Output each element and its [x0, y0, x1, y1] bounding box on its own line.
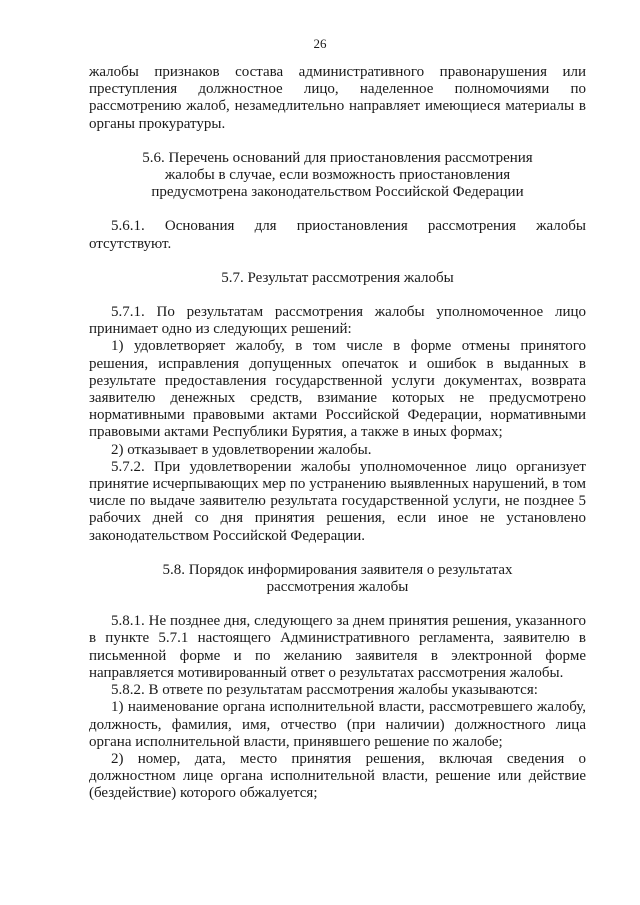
paragraph-5-8-2-item-1: 1) наименование органа исполнительной власти, рассмотревшего жалобу, должность, фамилия, имя, отчество (при наличии) должностного лица органа исполнительной власти, принявшего решение по жалобе; [89, 699, 586, 750]
section-heading-5-8: 5.8. Порядок информирования заявителя о результатах рассмотрения жалобы [162, 561, 513, 596]
paragraph-5-7-2: 5.7.2. При удовлетворении жалобы уполномоченное лицо организует принятие исчерпывающих мер по устранению выявленных нарушений, в том числе по выдаче заявителю результата государственной услуги, не позднее 5 рабочих дней со дня принятия решения, если иное не установлено законодательством Российской Федерации. [89, 458, 586, 544]
paragraph-5-7-1-item-1: 1) удовлетворяет жалобу, в том числе в форме отмены принятого решения, исправления допущенных опечаток и ошибок в выданных в результате предоставления государственной услуги документах, возврата заявителю денежных средств, взимание которых не предусмотрено нормативными правовыми актами Российской Федерации, нормативными правовыми актами Республики Бурятия, а также в иных формах; [89, 338, 586, 441]
paragraph-5-8-2-item-2: 2) номер, дата, место принятия решения, включая сведения о должностном лице органа исполнительной власти, решение или действие (бездействие) которого обжалуется; [89, 750, 586, 802]
paragraph-intro: жалобы признаков состава административного правонарушения или преступления должностное лицо, наделенное полномочиями по рассмотрению жалоб, незамедлительно направляет имеющиеся материалы в органы прокуратуры. [89, 64, 586, 132]
paragraph-5-7-1: 5.7.1. По результатам рассмотрения жалобы уполномоченное лицо принимает одно из следующих решений: [89, 304, 586, 338]
page-number: 26 [313, 36, 327, 51]
section-heading-5-7: 5.7. Результат рассмотрения жалобы [221, 269, 454, 286]
paragraph-5-6-1: 5.6.1. Основания для приостановления рассмотрения жалобы отсутствуют. [89, 218, 586, 252]
paragraph-5-8-1: 5.8.1. Не позднее дня, следующего за днем принятия решения, указанного в пункте 5.7.1 настоящего Административного регламента, заявителю в письменной форме и по желанию заявителя в электронной форме направляется мотивированный ответ о результатах рассмотрения жалобы. [89, 613, 586, 681]
paragraph-5-8-2: 5.8.2. В ответе по результатам рассмотрения жалобы указываются: [111, 682, 538, 699]
section-heading-5-6: 5.6. Перечень оснований для приостановления рассмотрения жалобы в случае, если возможность приостановления предусмотрена законодательством Российской Федерации [142, 149, 533, 201]
document-body [89, 64, 586, 803]
paragraph-5-7-1-item-2: 2) отказывает в удовлетворении жалобы. [111, 441, 372, 458]
